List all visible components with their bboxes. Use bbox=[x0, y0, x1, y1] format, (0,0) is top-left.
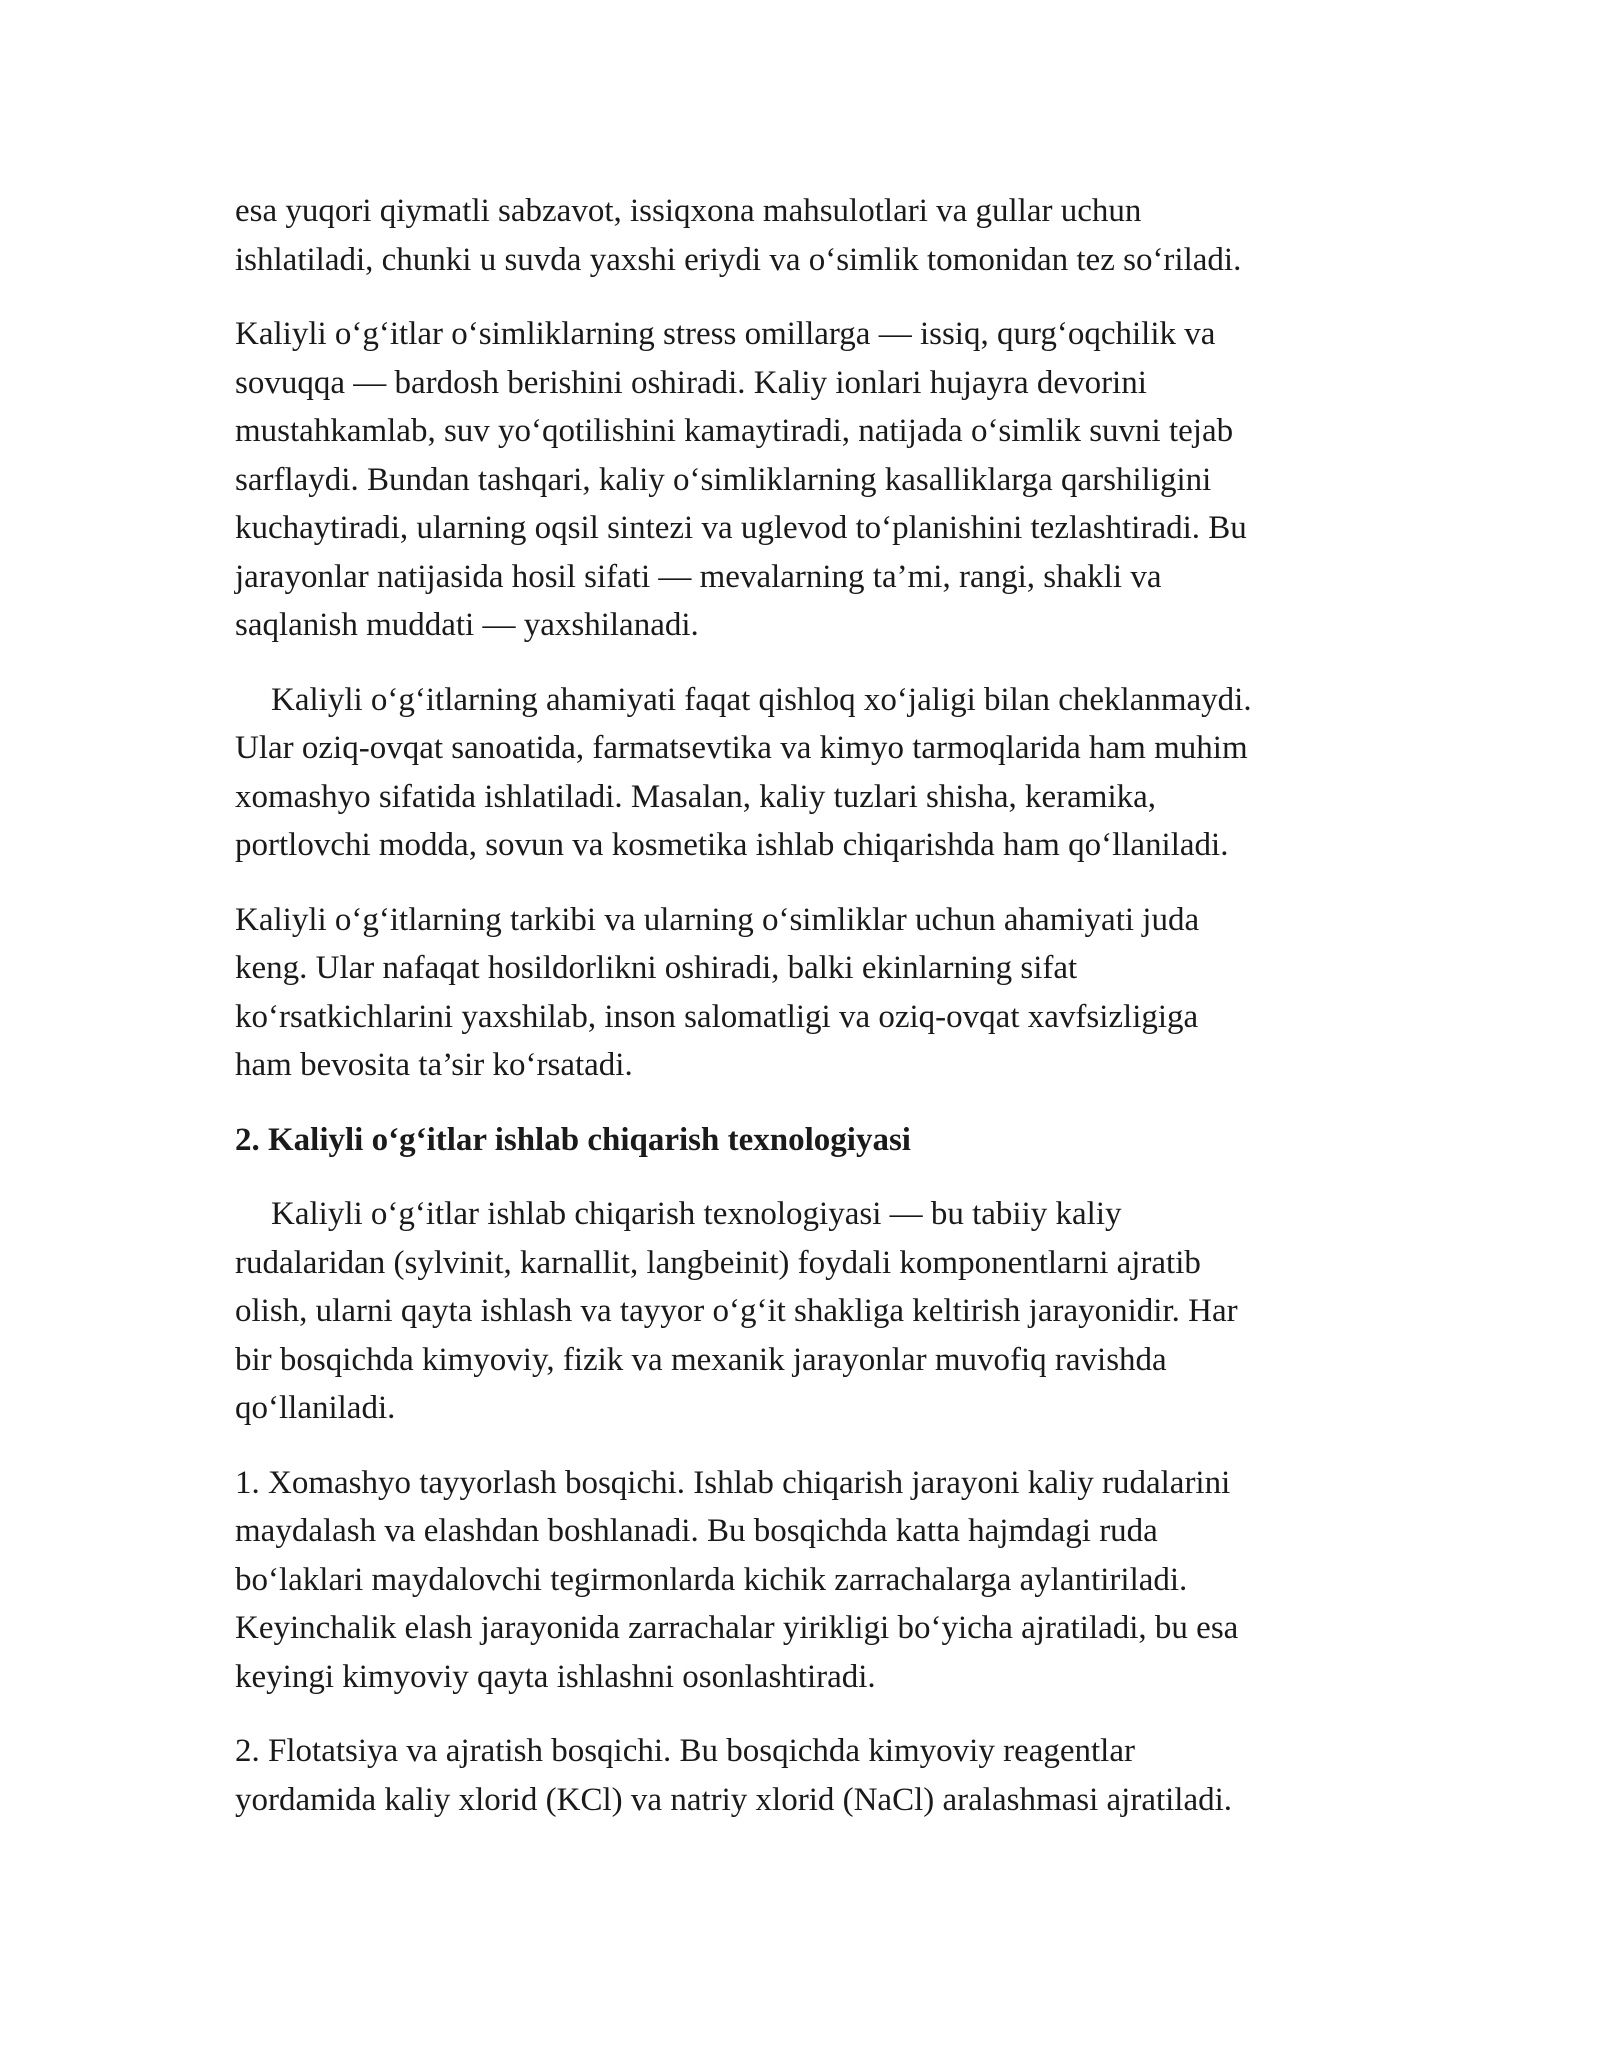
section-heading: 2. Kaliyli o‘g‘itlar ishlab chiqarish texnologiyasi bbox=[235, 1121, 911, 1158]
text-line: portlovchi modda, sovun va kosmetika ishlab chiqarishda ham qo‘llaniladi. bbox=[235, 827, 1229, 863]
text-line: esa yuqori qiymatli sabzavot, issiqxona mahsulotlari va gullar uchun bbox=[235, 193, 1142, 229]
text-line: saqlanish muddati — yaxshilanadi. bbox=[235, 607, 699, 643]
text-line: sovuqqa — bardosh berishini oshiradi. Kaliy ionlari hujayra devorini bbox=[235, 364, 1147, 401]
text-line: keyingi kimyoviy qayta ishlashni osonlashtiradi. bbox=[235, 1658, 876, 1695]
text-line: Kaliyli o‘g‘itlarning tarkibi va ularning o‘simliklar uchun ahamiyati juda bbox=[235, 901, 1200, 938]
text-line: qo‘llaniladi. bbox=[235, 1390, 396, 1426]
text-line: 1. Xomashyo tayyorlash bosqichi. Ishlab chiqarish jarayoni kaliy rudalarini bbox=[235, 1464, 1231, 1501]
document-page bbox=[235, 187, 1375, 1850]
text-line: kuchaytiradi, ularning oqsil sintezi va uglevod to‘planishini tezlashtiradi. Bu bbox=[235, 510, 1247, 546]
text-line: ham bevosita ta’sir ko‘rsatadi. bbox=[235, 1047, 633, 1083]
text-line: ko‘rsatkichlarini yaxshilab, inson salomatligi va oziq-ovqat xavfsizligiga bbox=[235, 998, 1199, 1035]
text-line: Kaliyli o‘g‘itlar ishlab chiqarish texnologiyasi — bu tabiiy kaliy bbox=[271, 1196, 1122, 1232]
text-line: Kaliyli o‘g‘itlarning ahamiyati faqat qishloq xo‘jaligi bilan cheklanmaydi. bbox=[271, 681, 1252, 718]
text-line: yordamida kaliy xlorid (KCl) va natriy xlorid (NaCl) aralashmasi ajratiladi. bbox=[235, 1781, 1233, 1818]
text-line: Kaliyli o‘g‘itlar o‘simliklarning stress omillarga — issiq, qurg‘oqchilik va bbox=[235, 316, 1216, 352]
text-line: keng. Ular nafaqat hosildorlikni oshiradi, balki ekinlarning sifat bbox=[235, 950, 1078, 986]
text-line: jarayonlar natijasida hosil sifati — mevalarning ta’mi, rangi, shakli va bbox=[235, 558, 1162, 595]
text-line: ishlatiladi, chunki u suvda yaxshi eriydi va o‘simlik tomonidan tez so‘riladi. bbox=[235, 241, 1242, 278]
text-line: olish, ularni qayta ishlash va tayyor o‘g‘it shakliga keltirish jarayonidir. Har bbox=[235, 1293, 1238, 1329]
paragraph-2 bbox=[235, 310, 1375, 650]
text-line: sarflaydi. Bundan tashqari, kaliy o‘simliklarning kasalliklarga qarshiligini bbox=[235, 461, 1212, 498]
text-line: xomashyo sifatida ishlatiladi. Masalan, kaliy tuzlari shisha, keramika, bbox=[235, 778, 1157, 815]
text-line: bir bosqichda kimyoviy, fizik va mexanik jarayonlar muvofiq ravishda bbox=[235, 1341, 1167, 1378]
text-line: Ular oziq-ovqat sanoatida, farmatsevtika va kimyo tarmoqlarida ham muhim bbox=[235, 730, 1248, 766]
paragraph-6 bbox=[235, 1459, 1375, 1702]
text-line: Keyinchalik elash jarayonida zarrachalar yirikligi bo‘yicha ajratiladi, bu esa bbox=[235, 1610, 1239, 1646]
text-line: rudalaridan (sylvinit, karnallit, langbeinit) foydali komponentlarni ajratib bbox=[235, 1244, 1201, 1281]
text-line: bo‘laklari maydalovchi tegirmonlarda kichik zarrachalarga aylantiriladi. bbox=[235, 1561, 1188, 1598]
paragraph-3 bbox=[235, 676, 1375, 870]
text-line: maydalash va elashdan boshlanadi. Bu bosqichda katta hajmdagi ruda bbox=[235, 1513, 1158, 1549]
paragraph-4 bbox=[235, 896, 1375, 1090]
paragraph-5 bbox=[235, 1190, 1375, 1433]
text-line: mustahkamlab, suv yo‘qotilishini kamaytiradi, natijada o‘simlik suvni tejab bbox=[235, 413, 1234, 449]
paragraph-7 bbox=[235, 1727, 1375, 1824]
text-line: 2. Flotatsiya va ajratish bosqichi. Bu bosqichda kimyoviy reagentlar bbox=[235, 1733, 1135, 1769]
paragraph-1 bbox=[235, 187, 1375, 284]
